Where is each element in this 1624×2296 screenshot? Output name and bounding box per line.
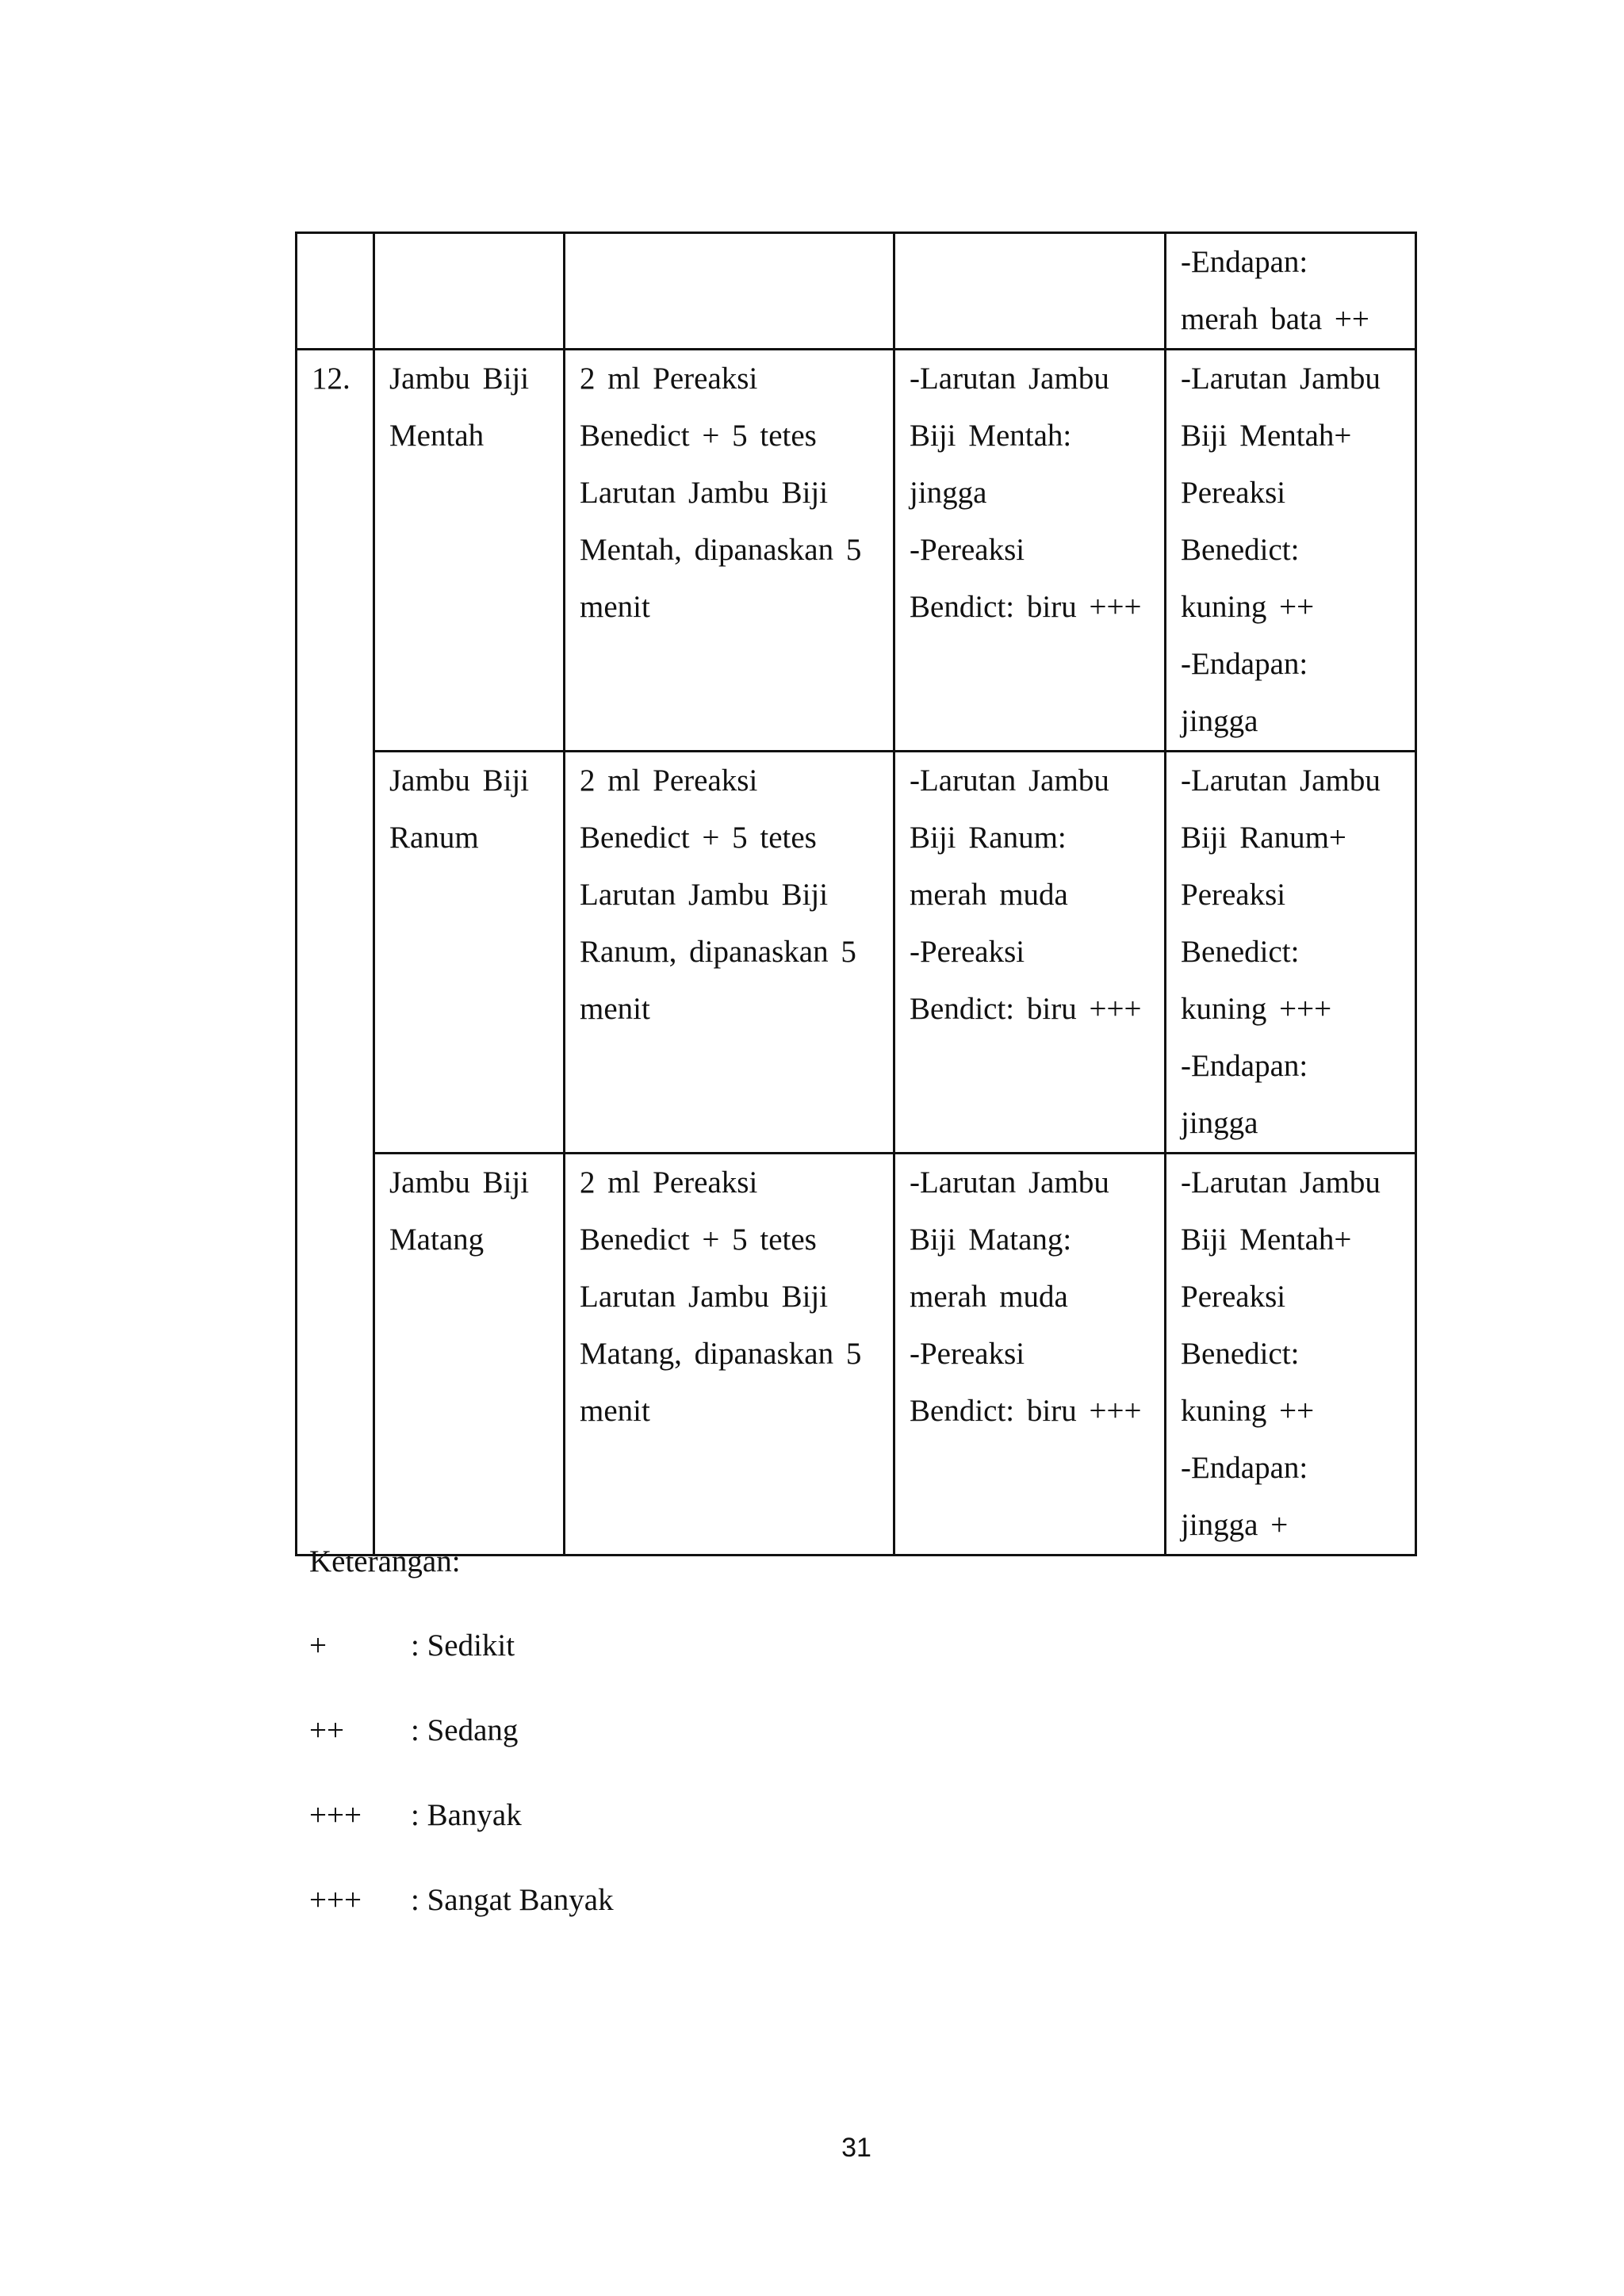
cell-after — [1166, 350, 1416, 752]
cell-line: -Larutan Jambu — [910, 763, 1109, 798]
cell-line: Jambu Biji — [389, 763, 530, 798]
cell-line: Biji Mentah+ — [1181, 419, 1352, 453]
cell-line: merah muda — [910, 1280, 1068, 1314]
legend-symbol: +++ — [309, 1798, 362, 1832]
cell-line: jingga — [910, 476, 987, 510]
cell-line: Pereaksi — [1181, 878, 1286, 912]
cell-line: -Larutan Jambu — [1181, 763, 1381, 798]
cell-line: Mentah, dipanaskan 5 — [580, 533, 862, 567]
table-row — [297, 1154, 1416, 1556]
cell-sample — [374, 350, 565, 752]
legend-symbol: +++ — [309, 1883, 362, 1917]
cell-after — [1166, 1154, 1416, 1556]
cell-line: Biji Matang: — [910, 1223, 1072, 1257]
cell-line: Pereaksi — [1181, 1280, 1286, 1314]
cell-before — [894, 233, 1166, 350]
cell-sample — [374, 752, 565, 1154]
legend-description: : Sangat Banyak — [411, 1883, 614, 1917]
legend-item — [309, 1878, 614, 1923]
cell-line: menit — [580, 590, 650, 624]
cell-line: Benedict: — [1181, 1337, 1300, 1371]
legend-item — [309, 1624, 614, 1668]
results-table — [295, 232, 1417, 1556]
cell-line: -Endapan: — [1181, 1451, 1308, 1485]
cell-line: Jambu Biji — [389, 362, 530, 396]
cell-line: Matang — [389, 1223, 485, 1257]
cell-line: jingga + — [1181, 1508, 1289, 1542]
cell-line: -Larutan Jambu — [1181, 362, 1381, 396]
legend-description: : Sedang — [411, 1713, 519, 1747]
cell-line: Benedict: — [1181, 533, 1300, 567]
cell-treatment — [565, 752, 894, 1154]
cell-line: Larutan Jambu Biji — [580, 476, 829, 510]
table-row — [297, 350, 1416, 752]
legend — [309, 1540, 614, 1963]
cell-line: Ranum — [389, 821, 479, 855]
cell-line: -Pereaksi — [910, 935, 1025, 969]
cell-line: Benedict + 5 tetes — [580, 419, 817, 453]
legend-item — [309, 1709, 614, 1753]
cell-after — [1166, 752, 1416, 1154]
cell-line: Mentah — [389, 419, 485, 453]
cell-before — [894, 752, 1166, 1154]
cell-line: -Endapan: — [1181, 245, 1308, 279]
cell-line: menit — [580, 1394, 650, 1428]
cell-line: merah muda — [910, 878, 1068, 912]
cell-line: Benedict: — [1181, 935, 1300, 969]
legend-item — [309, 1793, 614, 1838]
table-row-continued — [297, 233, 1416, 350]
cell-sample — [374, 233, 565, 350]
cell-line: Pereaksi — [1181, 476, 1286, 510]
results-table-body — [297, 233, 1416, 1556]
cell-line: Bendict: biru +++ — [910, 590, 1142, 624]
cell-line: -Endapan: — [1181, 647, 1308, 681]
cell-line: merah bata ++ — [1181, 302, 1369, 336]
cell-line: Larutan Jambu Biji — [580, 1280, 829, 1314]
row-number: 12. — [312, 362, 350, 396]
cell-line: -Larutan Jambu — [910, 362, 1109, 396]
cell-line: Biji Ranum+ — [1181, 821, 1346, 855]
cell-line: 2 ml Pereaksi — [580, 1165, 758, 1200]
cell-line: Bendict: biru +++ — [910, 992, 1142, 1026]
cell-treatment — [565, 1154, 894, 1556]
cell-line: Biji Ranum: — [910, 821, 1067, 855]
legend-symbol: ++ — [309, 1713, 344, 1747]
legend-description: : Banyak — [411, 1798, 522, 1832]
cell-line: 2 ml Pereaksi — [580, 362, 758, 396]
cell-line: Larutan Jambu Biji — [580, 878, 829, 912]
cell-number — [297, 233, 374, 350]
cell-line: -Larutan Jambu — [1181, 1165, 1381, 1200]
cell-line: Biji Mentah+ — [1181, 1223, 1352, 1257]
cell-after — [1166, 233, 1416, 350]
legend-symbol: + — [309, 1628, 327, 1663]
cell-line: -Pereaksi — [910, 1337, 1025, 1371]
cell-line: -Pereaksi — [910, 533, 1025, 567]
cell-sample — [374, 1154, 565, 1556]
cell-line: -Endapan: — [1181, 1049, 1308, 1083]
cell-line: Biji Mentah: — [910, 419, 1072, 453]
cell-line: jingga — [1181, 1106, 1258, 1140]
cell-line: Jambu Biji — [389, 1165, 530, 1200]
cell-treatment — [565, 233, 894, 350]
cell-line: Ranum, dipanaskan 5 — [580, 935, 856, 969]
cell-treatment — [565, 350, 894, 752]
legend-description: : Sedikit — [411, 1628, 515, 1663]
cell-before — [894, 350, 1166, 752]
cell-line: Matang, dipanaskan 5 — [580, 1337, 862, 1371]
cell-line: -Larutan Jambu — [910, 1165, 1109, 1200]
cell-before — [894, 1154, 1166, 1556]
cell-line: kuning ++ — [1181, 590, 1315, 624]
cell-line: 2 ml Pereaksi — [580, 763, 758, 798]
cell-line: Benedict + 5 tetes — [580, 1223, 817, 1257]
cell-line: menit — [580, 992, 650, 1026]
cell-line: Benedict + 5 tetes — [580, 821, 817, 855]
cell-number — [297, 350, 374, 1556]
page-number: 31 — [841, 2133, 871, 2163]
cell-line: Bendict: biru +++ — [910, 1394, 1142, 1428]
cell-line: jingga — [1181, 704, 1258, 738]
table-row — [297, 752, 1416, 1154]
cell-line: kuning ++ — [1181, 1394, 1315, 1428]
legend-title: Keterangan: — [309, 1544, 461, 1578]
cell-line: kuning +++ — [1181, 992, 1332, 1026]
